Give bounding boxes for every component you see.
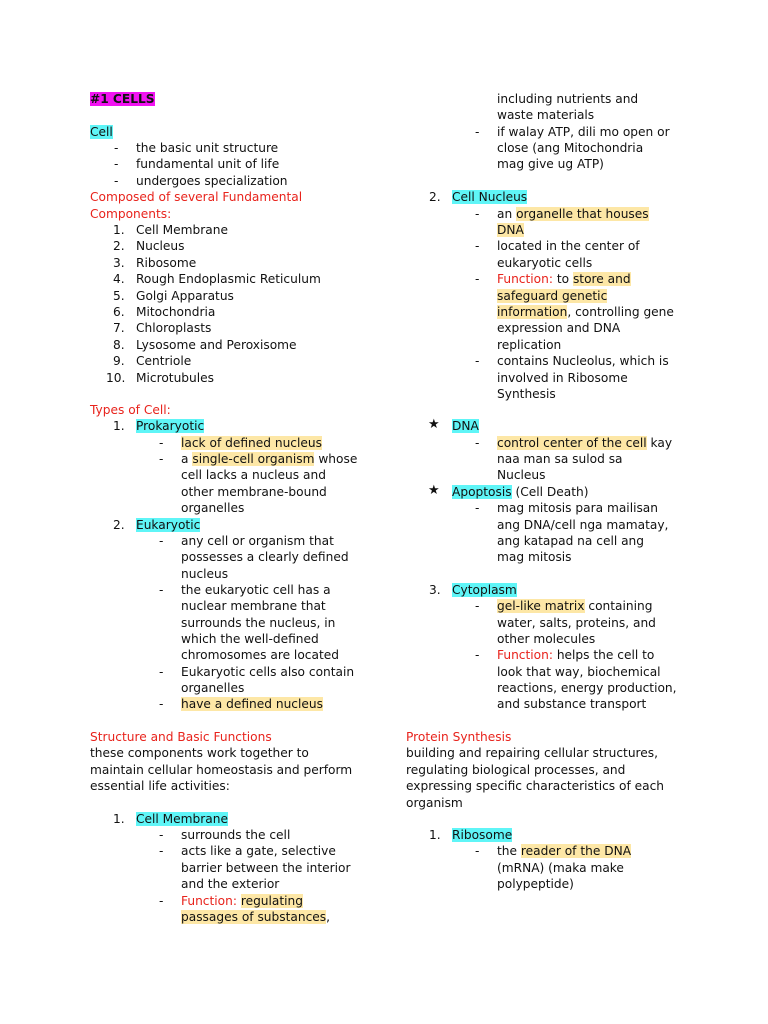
list-number: 10.	[106, 371, 126, 385]
dna-text: Nucleus	[497, 468, 546, 482]
structure-desc: maintain cellular homeostasis and perform	[90, 763, 353, 777]
list-item: Ribosome	[136, 256, 197, 270]
list-number: 8.	[113, 338, 125, 352]
ribosome-point: - the reader of the DNA	[497, 843, 631, 859]
nucleus-label: Cell Nucleus	[452, 190, 528, 204]
list-number: 4.	[113, 272, 125, 286]
membrane-text: and the exterior	[181, 877, 280, 891]
nucleus-text: information, controlling gene	[497, 305, 674, 319]
components-heading-2: Components:	[90, 207, 172, 221]
list-number: 2.	[429, 190, 441, 204]
list-number: 7.	[113, 321, 125, 335]
membrane-point: - surrounds the cell	[181, 827, 290, 843]
list-item: Mitochondria	[136, 305, 216, 319]
membrane-label: Cell Membrane	[136, 812, 228, 826]
nucleus-point: - contains Nucleolus, which is	[497, 353, 669, 369]
eukaryotic-point: - the eukaryotic cell has a	[181, 582, 331, 598]
membrane-cont: including nutrients and	[497, 92, 639, 106]
eukaryotic-text: surrounds the nucleus, in	[181, 616, 336, 630]
cytoplasm-text: reactions, energy production,	[497, 681, 677, 695]
cytoplasm-text: water, salts, proteins, and	[497, 616, 656, 630]
cytoplasm-point: - Function: helps the cell to	[497, 647, 654, 663]
dna-text: naa man sa sulod sa	[497, 452, 623, 466]
eukaryotic-text: nuclear membrane that	[181, 599, 326, 613]
list-number: 1.	[429, 828, 441, 842]
dna-point: - control center of the cell kay	[497, 435, 672, 451]
atp-point: - if walay ATP, dili mo open or	[497, 124, 670, 140]
list-item: Nucleus	[136, 239, 185, 253]
membrane-text: passages of substances,	[181, 910, 331, 924]
types-heading: Types of Cell:	[90, 403, 171, 417]
list-item: Rough Endoplasmic Reticulum	[136, 272, 321, 286]
prokaryotic-point: - lack of defined nucleus	[181, 435, 322, 451]
ribosome-text: polypeptide)	[497, 877, 574, 891]
protein-desc: regulating biological processes, and	[406, 763, 626, 777]
prokaryotic-text: cell lacks a nucleus and	[181, 468, 326, 482]
ribosome-label: Ribosome	[452, 828, 513, 842]
cell-point: - the basic unit structure	[136, 140, 278, 156]
nucleus-text: involved in Ribosome	[497, 371, 628, 385]
eukaryotic-text: organelles	[181, 681, 245, 695]
list-item: Centriole	[136, 354, 192, 368]
cytoplasm-point: - gel-like matrix containing	[497, 598, 652, 614]
membrane-point: - Function: regulating	[181, 893, 303, 909]
cell-point: - undergoes specialization	[136, 173, 288, 189]
prokaryotic-text: other membrane-bound	[181, 485, 327, 499]
membrane-point: - acts like a gate, selective	[181, 843, 336, 859]
star-icon: ★	[428, 417, 440, 432]
nucleus-text: expression and DNA	[497, 321, 621, 335]
cytoplasm-text: look that way, biochemical	[497, 665, 661, 679]
atp-text: close (ang Mitochondria	[497, 141, 644, 155]
apoptosis-text: mag mitosis	[497, 550, 572, 564]
list-number: 3.	[113, 256, 125, 270]
nucleus-text: Synthesis	[497, 387, 556, 401]
list-number: 3.	[429, 583, 441, 597]
nucleus-point: - an organelle that houses	[497, 206, 649, 222]
nucleus-text: DNA	[497, 223, 524, 237]
structure-desc: these components work together to	[90, 746, 309, 760]
list-number: 1.	[113, 419, 125, 433]
page-title: #1 CELLS	[90, 92, 155, 106]
nucleus-text: eukaryotic cells	[497, 256, 593, 270]
eukaryotic-point: - Eukaryotic cells also contain	[181, 664, 354, 680]
cytoplasm-text: and substance transport	[497, 697, 647, 711]
apoptosis-label: Apoptosis (Cell Death)	[452, 485, 589, 499]
protein-desc: expressing specific characteristics of each	[406, 779, 665, 793]
list-number: 1.	[113, 223, 125, 237]
apoptosis-text: ang katapad na cell ang	[497, 534, 645, 548]
prokaryotic-point: - a single-cell organism whose	[181, 451, 357, 467]
list-number: 5.	[113, 289, 125, 303]
prokaryotic-label: Prokaryotic	[136, 419, 205, 433]
ribosome-text: (mRNA) (maka make	[497, 861, 624, 875]
atp-text: mag give ug ATP)	[497, 157, 604, 171]
list-item: Golgi Apparatus	[136, 289, 234, 303]
list-item: Microtubules	[136, 371, 214, 385]
cytoplasm-text: other molecules	[497, 632, 596, 646]
list-number: 2.	[113, 518, 125, 532]
cell-heading: Cell	[90, 125, 113, 139]
list-item: Lysosome and Peroxisome	[136, 338, 297, 352]
list-number: 9.	[113, 354, 125, 368]
protein-desc: building and repairing cellular structures,	[406, 746, 659, 760]
eukaryotic-point: - any cell or organism that	[181, 533, 334, 549]
protein-heading: Protein Synthesis	[406, 730, 512, 744]
apoptosis-point: - mag mitosis para mailisan	[497, 500, 658, 516]
structure-desc: essential life activities:	[90, 779, 230, 793]
structure-heading: Structure and Basic Functions	[90, 730, 272, 744]
eukaryotic-label: Eukaryotic	[136, 518, 201, 532]
star-icon: ★	[428, 483, 440, 498]
membrane-cont: waste materials	[497, 108, 595, 122]
nucleus-point: - located in the center of	[497, 238, 640, 254]
list-number: 1.	[113, 812, 125, 826]
eukaryotic-text: which the well-defined	[181, 632, 319, 646]
protein-desc: organism	[406, 796, 463, 810]
eukaryotic-text: possesses a clearly defined	[181, 550, 349, 564]
eukaryotic-text: nucleus	[181, 567, 229, 581]
cytoplasm-label: Cytoplasm	[452, 583, 517, 597]
prokaryotic-text: organelles	[181, 501, 245, 515]
eukaryotic-text: chromosomes are located	[181, 648, 339, 662]
list-number: 6.	[113, 305, 125, 319]
list-number: 2.	[113, 239, 125, 253]
nucleus-point: - Function: to store and	[497, 271, 631, 287]
cell-point: - fundamental unit of life	[136, 156, 279, 172]
dna-label: DNA	[452, 419, 479, 433]
list-item: Chloroplasts	[136, 321, 212, 335]
eukaryotic-point: - have a defined nucleus	[181, 696, 323, 712]
nucleus-text: safeguard genetic	[497, 289, 608, 303]
membrane-text: barrier between the interior	[181, 861, 351, 875]
components-heading: Composed of several Fundamental	[90, 190, 303, 204]
list-item: Cell Membrane	[136, 223, 228, 237]
apoptosis-text: ang DNA/cell nga mamatay,	[497, 518, 669, 532]
nucleus-text: replication	[497, 338, 562, 352]
